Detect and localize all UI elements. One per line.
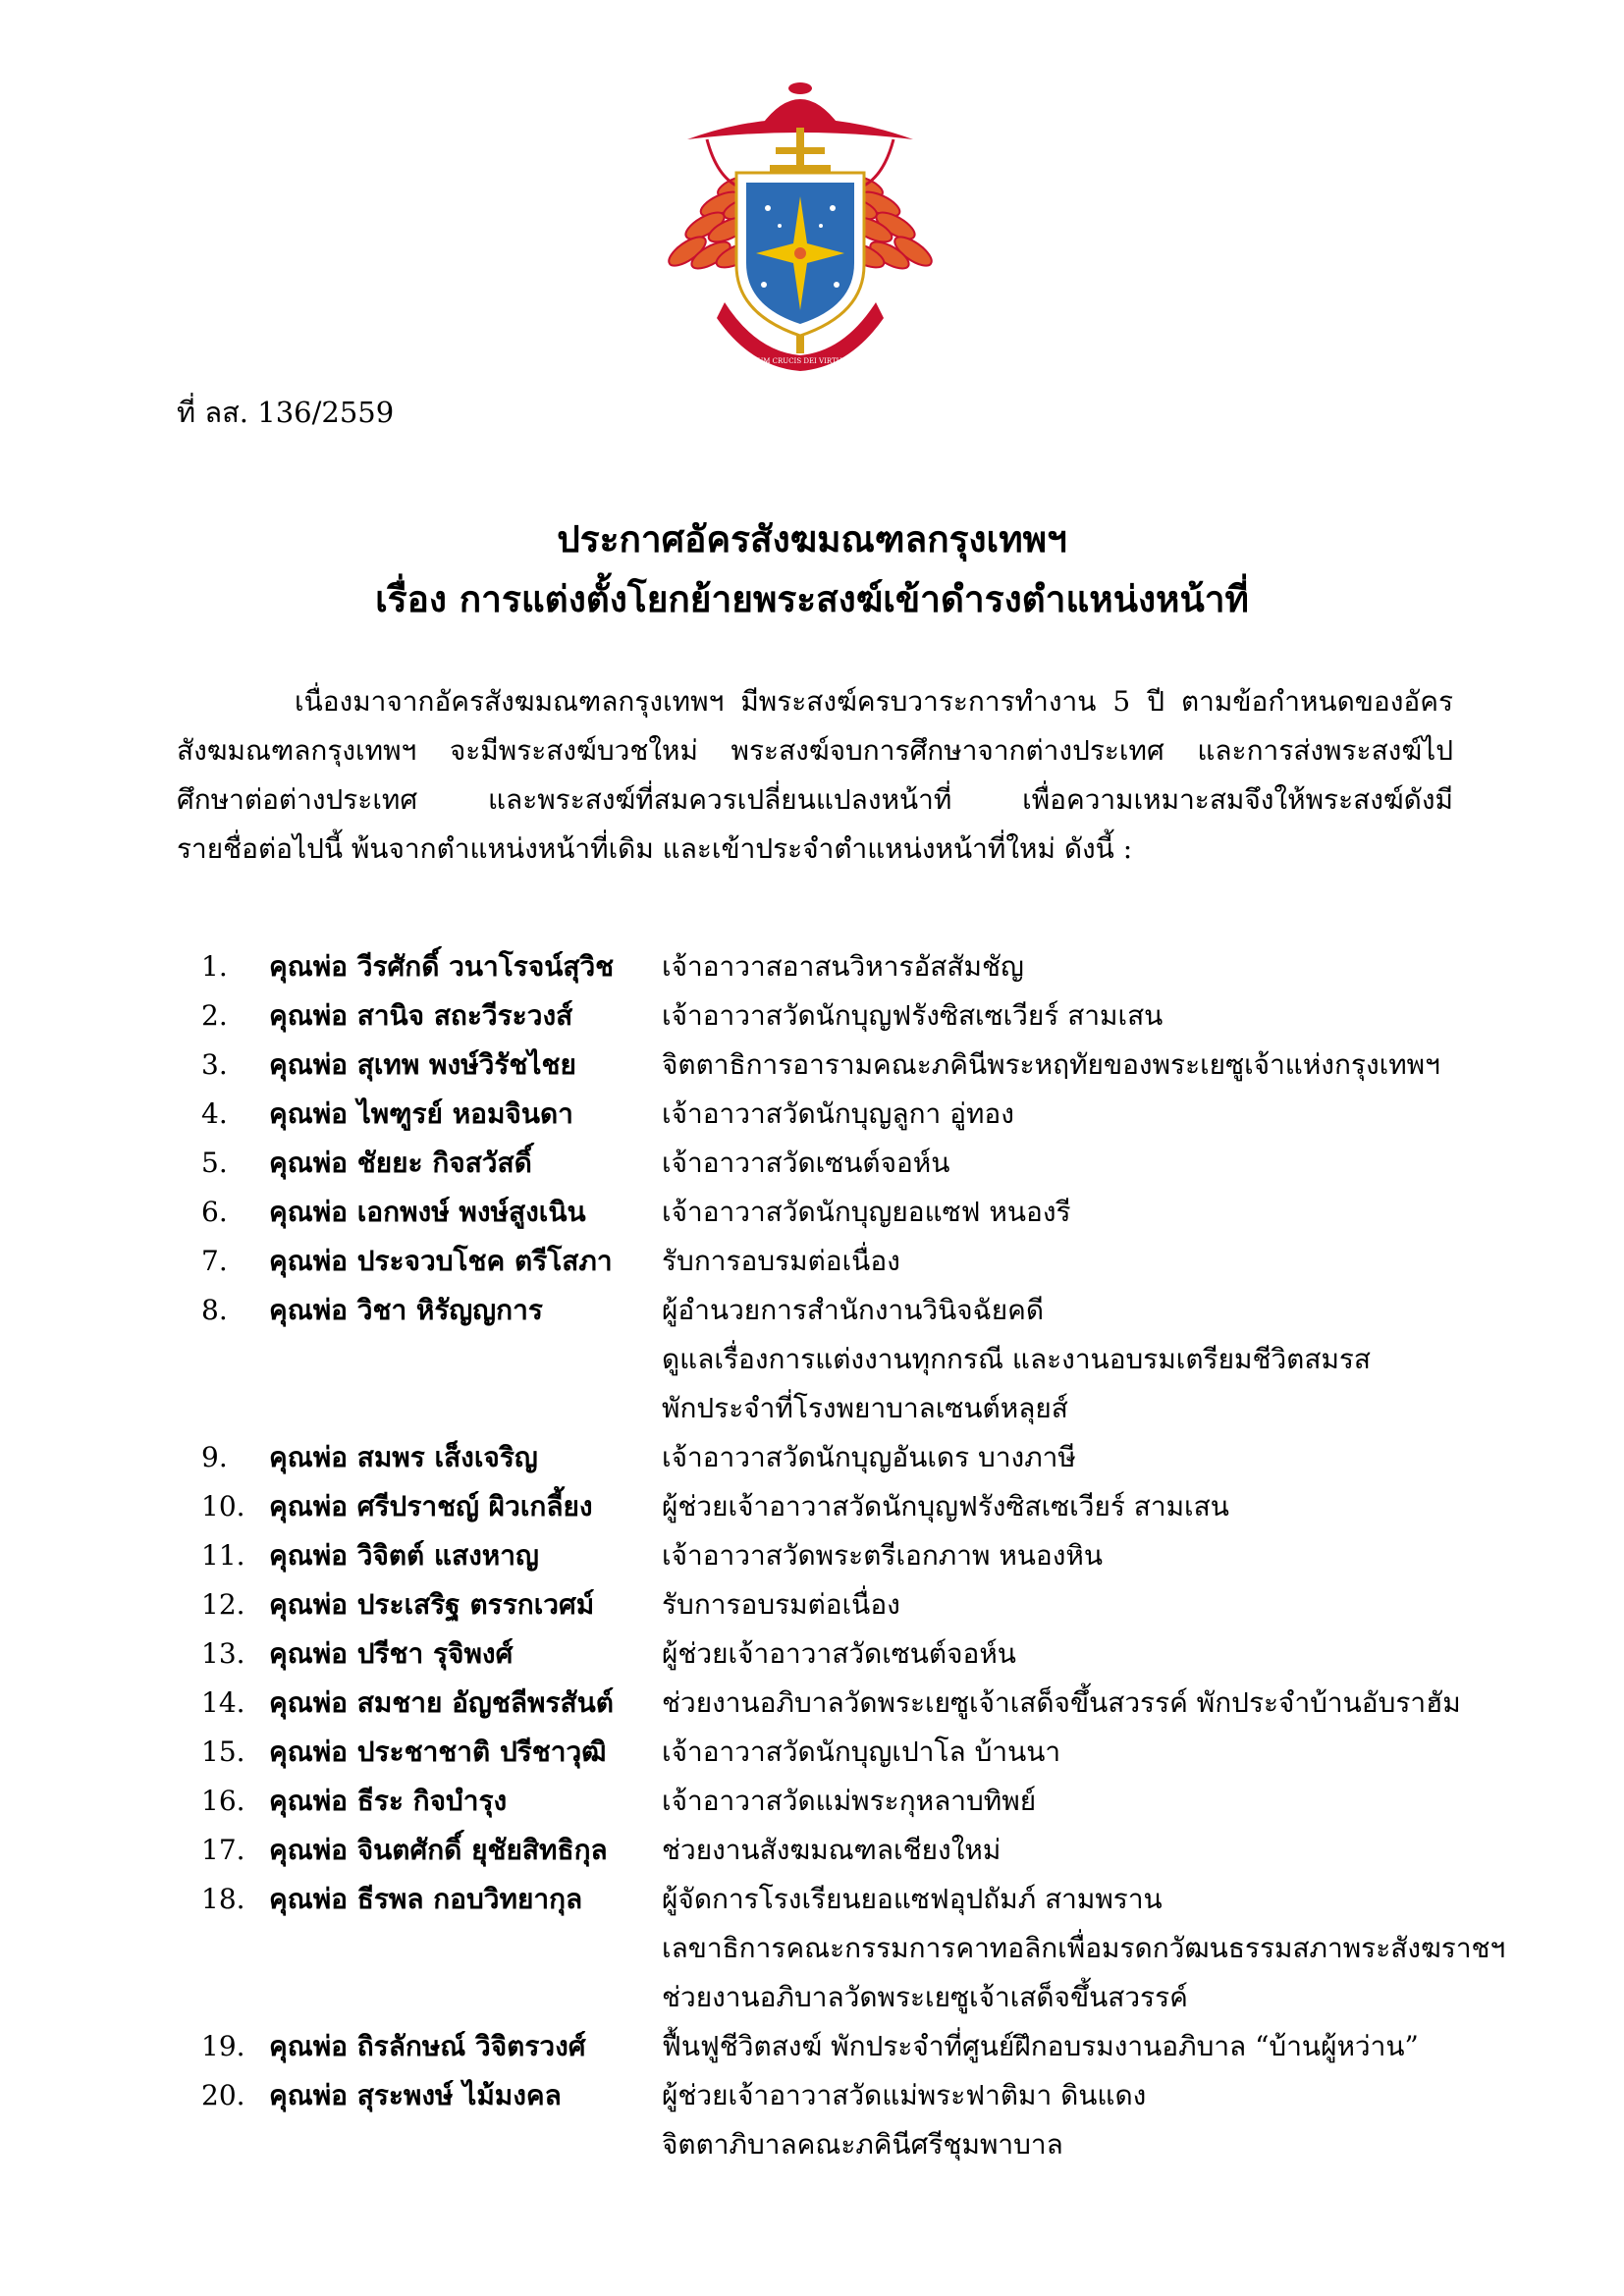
position-text: เจ้าอาวาสวัดนักบุญยอแซฟ หนองรี: [662, 1196, 1071, 1228]
position-text: จิตตาธิการอารามคณะภคินีพระหฤทัยของพระเยซูเจ้าแห่งกรุงเทพฯ: [662, 1048, 1440, 1081]
position-text: เจ้าอาวาสวัดนักบุญฟรังซิสเซเวียร์ สามเสน: [662, 999, 1164, 1032]
position-text: ผู้ช่วยเจ้าอาวาสวัดแม่พระฟาติมา ดินแดง: [662, 2079, 1147, 2111]
priest-name: คุณพ่อ ประจวบโชค ตรีโสภา: [269, 1245, 613, 1277]
position-list: [662, 1041, 1440, 1090]
position-text: ช่วยงานอภิบาลวัดพระเยซูเจ้าเสด็จขึ้นสวรรค์ พักประจำบ้านอับราฮัม: [662, 1686, 1461, 1719]
item-number: 16.: [201, 1785, 245, 1817]
position-list: [662, 1629, 1016, 1679]
coat-of-arms-logo: [648, 79, 952, 373]
item-number: 14.: [201, 1686, 245, 1719]
priest-name: คุณพ่อ วิชา หิรัญญการ: [269, 1294, 543, 1326]
position-text: ผู้ช่วยเจ้าอาวาสวัดนักบุญฟรังซิสเซเวียร์ สามเสน: [662, 1490, 1229, 1522]
position-text: ช่วยงานสังฆมณฑลเชียงใหม่: [662, 1834, 1001, 1866]
item-number: 13.: [201, 1637, 245, 1670]
document-number: ที่ ลส. 136/2559: [177, 396, 395, 429]
position-text: จิตตาภิบาลคณะภคินีศรีชุมพาบาล: [662, 2128, 1063, 2161]
list-item: [0, 1826, 1624, 1875]
list-item: [0, 1286, 1624, 1433]
priest-name: คุณพ่อ ศรีปราชญ์ ผิวเกลี้ยง: [269, 1490, 593, 1522]
position-list: [662, 1482, 1229, 1531]
intro-line: รายชื่อต่อไปนี้ พ้นจากตำแหน่งหน้าที่เดิม และเข้าประจำตำแหน่งหน้าที่ใหม่ ดังนี้ :: [177, 832, 1133, 865]
position-list: [662, 1237, 900, 1286]
priest-name: คุณพ่อ ประชาชาติ ปรีชาวุฒิ: [269, 1735, 607, 1768]
priest-name: คุณพ่อ ธีระ กิจบำรุง: [269, 1785, 508, 1817]
intro-line: เนื่องมาจากอัครสังฆมณฑลกรุงเทพฯ มีพระสงฆ์ครบวาระการทำงาน 5 ปี ตามข้อกำหนดของอัคร: [295, 685, 1453, 718]
position-list: [662, 1875, 1505, 2022]
item-number: 12.: [201, 1588, 245, 1621]
list-item: [0, 1041, 1624, 1090]
item-number: 3.: [201, 1048, 228, 1081]
position-text: ผู้ช่วยเจ้าอาวาสวัดเซนต์จอห์น: [662, 1637, 1016, 1670]
position-list: [662, 1139, 949, 1188]
position-text: เลขาธิการคณะกรรมการคาทอลิกเพื่อมรดกวัฒนธรรมสภาพระสังฆราชฯ: [662, 1932, 1506, 1964]
list-item: [0, 991, 1624, 1041]
item-number: 7.: [201, 1245, 228, 1277]
list-item: [0, 1777, 1624, 1826]
priest-name: คุณพ่อ สานิจ สถะวีระวงส์: [269, 999, 573, 1032]
item-number: 15.: [201, 1735, 245, 1768]
item-number: 17.: [201, 1834, 245, 1866]
item-number: 1.: [201, 950, 228, 983]
list-item: [0, 1090, 1624, 1139]
intro-line: สังฆมณฑลกรุงเทพฯ จะมีพระสงฆ์บวชใหม่ พระสงฆ์จบการศึกษาจากต่างประเทศ และการส่งพระสงฆ์ไป: [177, 734, 1453, 767]
position-list: [662, 1679, 1461, 1728]
announcement-subject: เรื่อง การแต่งตั้งโยกย้ายพระสงฆ์เข้าดำรงตำแหน่งหน้าที่: [375, 577, 1249, 620]
item-number: 20.: [201, 2079, 245, 2111]
position-text: เจ้าอาวาสวัดพระตรีเอกภาพ หนองหิน: [662, 1539, 1103, 1572]
position-list: [662, 1777, 1036, 1826]
priest-name: คุณพ่อ ปรีชา รุจิพงศ์: [269, 1637, 514, 1670]
list-item: [0, 1580, 1624, 1629]
item-number: 19.: [201, 2030, 245, 2062]
position-list: [662, 1826, 1001, 1875]
list-item: [0, 1728, 1624, 1777]
list-item: [0, 2022, 1624, 2071]
list-item: [0, 1433, 1624, 1482]
position-text: ช่วยงานอภิบาลวัดพระเยซูเจ้าเสด็จขึ้นสวรรค์: [662, 1981, 1188, 2013]
priest-name: คุณพ่อ ประเสริฐ ตรรกเวศม์: [269, 1588, 595, 1621]
position-list: [662, 1580, 900, 1629]
position-text: รับการอบรมต่อเนื่อง: [662, 1245, 900, 1277]
list-item: [0, 1629, 1624, 1679]
item-number: 2.: [201, 999, 228, 1032]
priest-name: คุณพ่อ จินตศักดิ์ ยุชัยสิทธิกุล: [269, 1834, 608, 1866]
priest-name: คุณพ่อ ไพฑูรย์ หอมจินดา: [269, 1097, 573, 1130]
announcement-title: ประกาศอัครสังฆมณฑลกรุงเทพฯ: [557, 517, 1067, 561]
position-text: รับการอบรมต่อเนื่อง: [662, 1588, 900, 1621]
position-list: [662, 942, 1024, 991]
position-text: เจ้าอาวาสวัดนักบุญลูกา อู่ทอง: [662, 1097, 1014, 1130]
intro-paragraph: [177, 677, 1453, 874]
item-number: 18.: [201, 1883, 245, 1915]
position-text: เจ้าอาวาสอาสนวิหารอัสสัมชัญ: [662, 950, 1024, 983]
intro-line: ศึกษาต่อต่างประเทศ และพระสงฆ์ที่สมควรเปลี่ยนแปลงหน้าที่ เพื่อความเหมาะสมจึงให้พระสงฆ์ดังมี: [177, 783, 1453, 816]
position-text: เจ้าอาวาสวัดนักบุญอันเดร บางภาษี: [662, 1441, 1076, 1473]
item-number: 4.: [201, 1097, 228, 1130]
item-number: 5.: [201, 1147, 228, 1179]
priest-name: คุณพ่อ สมชาย อัญชลีพรสันต์: [269, 1686, 614, 1719]
position-text: พักประจำที่โรงพยาบาลเซนต์หลุยส์: [662, 1392, 1068, 1424]
position-list: [662, 2071, 1146, 2169]
list-item: [0, 1531, 1624, 1580]
position-list: [662, 1090, 1014, 1139]
position-text: ดูแลเรื่องการแต่งงานทุกกรณี และงานอบรมเตรียมชีวิตสมรส: [662, 1343, 1372, 1375]
position-text: ฟื้นฟูชีวิตสงฆ์ พักประจำที่ศูนย์ฝึกอบรมงานอภิบาล “บ้านผู้หว่าน”: [662, 2030, 1419, 2062]
position-text: เจ้าอาวาสวัดแม่พระกุหลาบทิพย์: [662, 1785, 1037, 1817]
position-list: [662, 1531, 1103, 1580]
item-number: 9.: [201, 1441, 228, 1473]
list-item: [0, 942, 1624, 991]
position-text: ผู้อำนวยการสำนักงานวินิจฉัยคดี: [662, 1294, 1045, 1326]
item-number: 8.: [201, 1294, 228, 1326]
list-item: [0, 1139, 1624, 1188]
position-text: เจ้าอาวาสวัดเซนต์จอห์น: [662, 1147, 950, 1179]
list-item: [0, 1875, 1624, 2022]
position-list: [662, 991, 1163, 1041]
list-item: [0, 2071, 1624, 2169]
priest-name: คุณพ่อ ถิรลักษณ์ วิจิตรวงศ์: [269, 2030, 586, 2062]
priest-name: คุณพ่อ วิจิตต์ แสงหาญ: [269, 1539, 539, 1572]
priest-name: คุณพ่อ ชัยยะ กิจสวัสดิ์: [269, 1147, 532, 1179]
list-item: [0, 1188, 1624, 1237]
list-item: [0, 1482, 1624, 1531]
list-item: [0, 1679, 1624, 1728]
position-list: [662, 1433, 1076, 1482]
list-item: [0, 1237, 1624, 1286]
priest-name: คุณพ่อ ธีรพล กอบวิทยากุล: [269, 1883, 583, 1915]
crest-motto: VERBUM CRUCIS DEI VIRTUS EST: [736, 357, 864, 365]
priest-name: คุณพ่อ สุระพงษ์ ไม้มงคล: [269, 2079, 562, 2111]
position-list: [662, 1286, 1371, 1433]
position-list: [662, 1188, 1071, 1237]
position-list: [662, 1728, 1060, 1777]
position-text: เจ้าอาวาสวัดนักบุญเปาโล บ้านนา: [662, 1735, 1061, 1768]
priest-name: คุณพ่อ สุเทพ พงษ์วิรัชไชย: [269, 1048, 576, 1081]
position-text: ผู้จัดการโรงเรียนยอแซฟอุปถัมภ์ สามพราน: [662, 1883, 1163, 1915]
item-number: 11.: [201, 1539, 245, 1572]
item-number: 6.: [201, 1196, 228, 1228]
priest-name: คุณพ่อ สมพร เส็งเจริญ: [269, 1441, 538, 1473]
priest-name: คุณพ่อ เอกพงษ์ พงษ์สูงเนิน: [269, 1196, 586, 1228]
position-list: [662, 2022, 1419, 2071]
item-number: 10.: [201, 1490, 245, 1522]
priest-name: คุณพ่อ วีรศักดิ์ วนาโรจน์สุวิช: [269, 950, 615, 983]
